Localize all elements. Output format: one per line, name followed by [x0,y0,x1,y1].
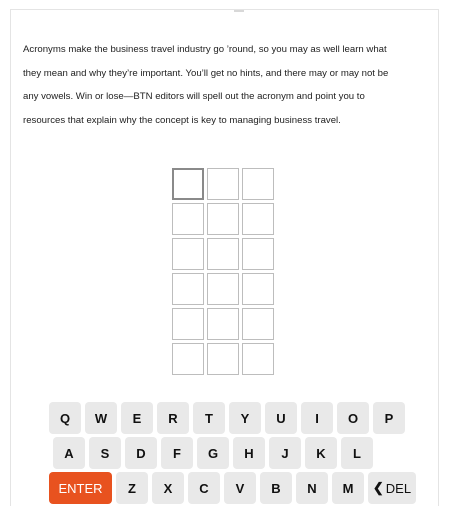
key-j[interactable]: J [269,437,301,469]
grid-cell [207,308,239,340]
key-q[interactable]: Q [49,402,81,434]
delete-label: DEL [385,480,412,496]
grid-cell [242,238,274,270]
key-g[interactable]: G [197,437,229,469]
key-n[interactable]: N [296,472,328,504]
key-v[interactable]: V [224,472,256,504]
grid-cell [207,168,239,200]
key-u[interactable]: U [265,402,297,434]
key-d[interactable]: D [125,437,157,469]
key-t[interactable]: T [193,402,225,434]
grid-cell [242,343,274,375]
grid-cell [207,343,239,375]
keyboard-row-3 [49,472,416,504]
key-m[interactable]: M [332,472,364,504]
enter-button[interactable]: ENTER [49,472,112,504]
intro-line: Acronyms make the business travel industry go ’round, so you may as well learn what [23,44,387,55]
grid-cell [207,273,239,305]
key-l[interactable]: L [341,437,373,469]
key-c[interactable]: C [188,472,220,504]
keyboard-row-2 [53,437,373,469]
key-i[interactable]: I [301,402,333,434]
grid-cell [172,203,204,235]
key-o[interactable]: O [337,402,369,434]
key-p[interactable]: P [373,402,405,434]
key-b[interactable]: B [260,472,292,504]
grid-cell [172,238,204,270]
key-r[interactable]: R [157,402,189,434]
grid-cell [207,203,239,235]
grid-cell [172,168,204,200]
key-a[interactable]: A [53,437,85,469]
grid-cell [242,273,274,305]
key-w[interactable]: W [85,402,117,434]
key-s[interactable]: S [89,437,121,469]
intro-line: any vowels. Win or lose—BTN editors will spell out the acronym and point you to [23,91,365,102]
chevron-left-icon: ❮ [372,480,384,495]
grid-cell [172,308,204,340]
key-e[interactable]: E [121,402,153,434]
intro-line: they mean and why they’re important. You’ll get no hints, and there may or may not be [23,67,389,79]
grid-cell [242,168,274,200]
intro-line: resources that explain why the concept is key to managing business travel. [23,114,341,126]
keyboard-row-1 [49,402,405,434]
key-h[interactable]: H [233,437,265,469]
key-y[interactable]: Y [229,402,261,434]
grid-cell [172,343,204,375]
grid-cell [172,273,204,305]
card-top-marker [234,10,244,12]
grid-cell [242,203,274,235]
delete-button[interactable] [368,472,416,504]
guess-grid [172,168,274,375]
key-x[interactable]: X [152,472,184,504]
key-z[interactable]: Z [116,472,148,504]
grid-cell [207,238,239,270]
grid-cell [242,308,274,340]
intro-text [23,38,423,132]
key-k[interactable]: K [305,437,337,469]
key-f[interactable]: F [161,437,193,469]
